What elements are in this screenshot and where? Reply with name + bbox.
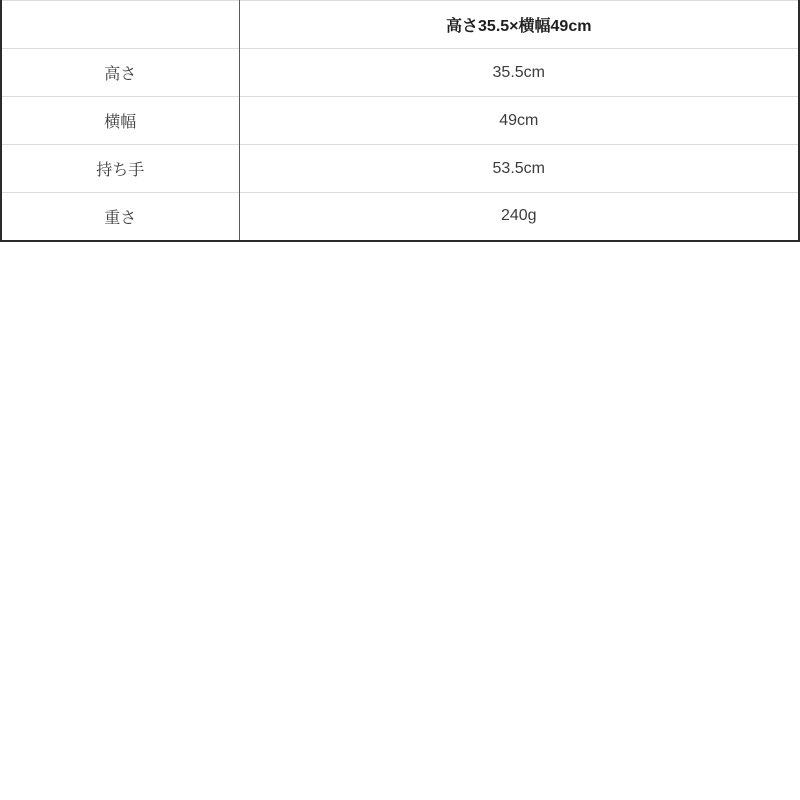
spec-row-width-label: 横幅	[1, 97, 239, 145]
spec-header-row	[1, 1, 799, 49]
spec-row-handle-label: 持ち手	[1, 145, 239, 193]
table-row	[1, 145, 799, 193]
spec-row-height-value: 35.5cm	[239, 49, 799, 97]
table-row	[1, 97, 799, 145]
table-row	[1, 49, 799, 97]
spec-header-value-cell: 高さ35.5×横幅49cm	[239, 1, 799, 49]
spec-row-width-value: 49cm	[239, 97, 799, 145]
spec-row-height-label: 高さ	[1, 49, 239, 97]
table-row	[1, 193, 799, 241]
spec-header-label-cell	[1, 1, 239, 49]
spec-row-handle-value: 53.5cm	[239, 145, 799, 193]
product-spec-table	[0, 0, 800, 242]
spec-row-weight-label: 重さ	[1, 193, 239, 241]
spec-row-weight-value: 240g	[239, 193, 799, 241]
